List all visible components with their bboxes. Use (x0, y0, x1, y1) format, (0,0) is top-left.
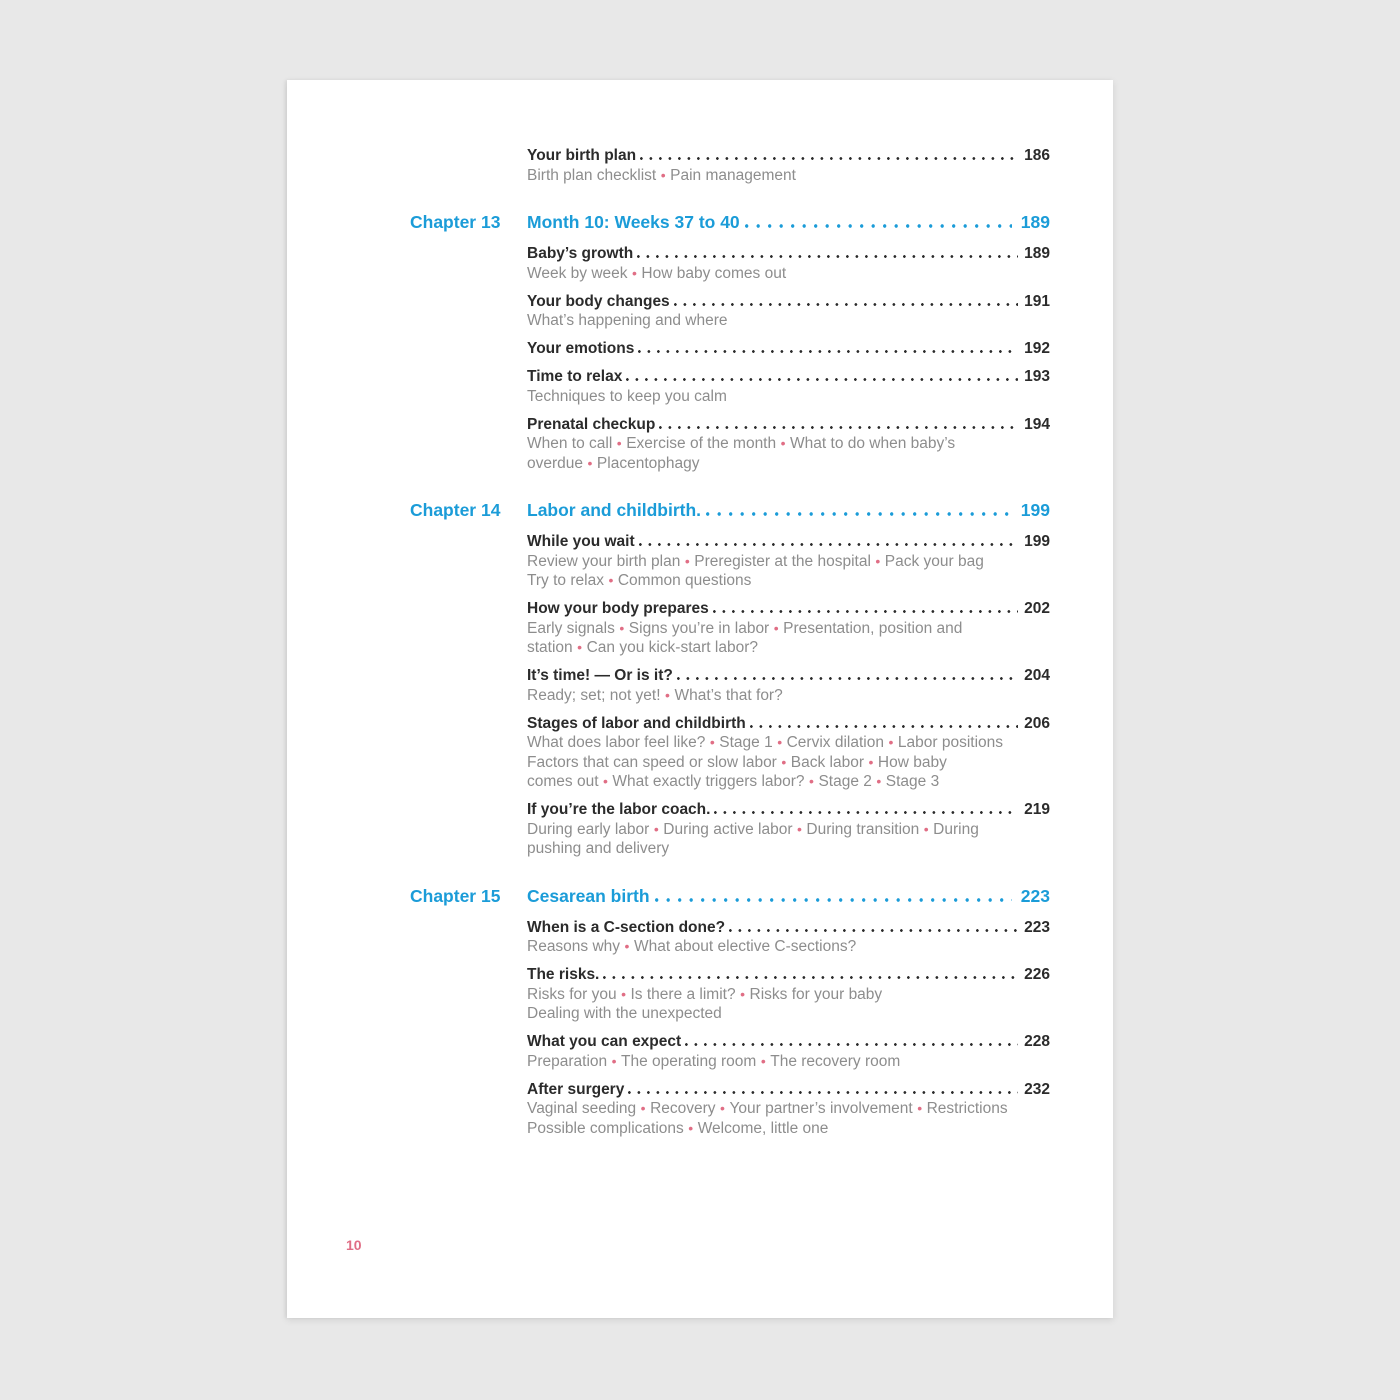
entry-title: Time to relax (527, 368, 623, 385)
entry-subtitle-line (527, 311, 1050, 331)
bullet-separator-icon: • (923, 820, 929, 837)
toc (410, 146, 1050, 1147)
toc-group (410, 885, 1050, 1139)
entry-subtitle-line (527, 166, 1050, 186)
toc-entry-row (527, 666, 1050, 686)
subtitle-segment: What about elective C-sections? (633, 938, 857, 955)
toc-entry (527, 965, 1050, 1024)
entry-dotted-leader (628, 1091, 1018, 1094)
entry-subtitle-line (527, 820, 1050, 840)
subtitle-segment: comes out (527, 773, 599, 790)
subtitle-segment: Common questions (617, 572, 752, 589)
subtitle-segment: pushing and delivery (527, 840, 670, 857)
subtitle-segment: During early labor (527, 820, 650, 838)
toc-entry (527, 532, 1050, 591)
toc-entry (527, 918, 1050, 957)
subtitle-segment: Can you kick-start labor? (586, 639, 759, 656)
subtitle-segment: Try to relax (527, 572, 604, 589)
chapter-title: Cesarean birth (527, 885, 650, 906)
entry-subtitle-line (527, 985, 1050, 1005)
entry-dotted-leader (714, 811, 1018, 814)
entry-subtitle-line (527, 686, 1050, 706)
chapter-dotted-leader (745, 224, 1012, 228)
subtitle-segment: Pack your bag (884, 552, 984, 570)
entry-title: Your emotions (527, 340, 635, 357)
subtitle-segment: Ready; set; not yet! (527, 686, 661, 704)
entry-subtitle-line (527, 552, 1050, 572)
toc-group (410, 499, 1050, 859)
entry-page-number: 191 (1024, 292, 1050, 310)
subtitle-segment: The recovery room (770, 1052, 901, 1070)
subtitle-segment: Pain management (670, 166, 796, 184)
bullet-separator-icon: • (720, 1100, 725, 1116)
toc-entry (527, 415, 1050, 474)
subtitle-segment: Vaginal seeding (527, 1100, 637, 1117)
bullet-separator-icon: • (868, 753, 874, 770)
subtitle-segment: Presentation, position and (783, 619, 963, 637)
entry-page-number: 206 (1024, 714, 1050, 732)
entry-dotted-leader (729, 929, 1018, 932)
toc-entry-row (527, 244, 1050, 264)
bullet-separator-icon: • (781, 753, 787, 770)
bullet-separator-icon: • (740, 985, 746, 1002)
entry-dotted-leader (713, 610, 1018, 613)
subtitle-segment: Review your birth plan (527, 552, 681, 570)
entry-subtitle-line (527, 387, 1050, 407)
entry-subtitle-line (527, 1119, 1050, 1139)
entry-title: After surgery (527, 1080, 625, 1098)
toc-entry-row (527, 532, 1050, 552)
bullet-separator-icon: • (621, 985, 626, 1002)
entry-title: Baby’s growth (527, 245, 634, 262)
entry-dotted-leader (677, 677, 1018, 680)
toc-entry (527, 367, 1050, 406)
toc-entry (527, 292, 1050, 331)
bullet-separator-icon: • (611, 1052, 617, 1069)
toc-entry-row (527, 339, 1050, 359)
entry-title: Your body changes (527, 292, 670, 310)
bullet-separator-icon: • (709, 734, 715, 750)
bullet-separator-icon: • (684, 552, 690, 569)
entry-dotted-leader (640, 157, 1018, 160)
subtitle-segment: When to call (527, 435, 613, 452)
entry-title: The risks. (527, 966, 600, 983)
subtitle-segment: Preparation (527, 1052, 608, 1070)
entry-subtitle-line (527, 638, 1050, 658)
subtitle-segment: What’s that for? (674, 686, 783, 704)
toc-entry (527, 800, 1050, 859)
entry-page-number: 186 (1024, 147, 1050, 164)
chapter-row (410, 885, 1050, 907)
toc-entry (527, 666, 1050, 705)
entry-dotted-leader (674, 303, 1018, 306)
chapter-page-number: 189 (1020, 212, 1050, 232)
toc-group (410, 146, 1050, 185)
entry-title: If you’re the labor coach. (527, 801, 711, 818)
subtitle-segment: Labor positions (897, 734, 1003, 751)
entry-dotted-leader (639, 543, 1018, 546)
bullet-separator-icon: • (665, 686, 670, 703)
bullet-separator-icon: • (888, 734, 894, 750)
toc-entry-row (527, 599, 1050, 619)
bullet-separator-icon: • (632, 264, 637, 281)
entry-page-number: 202 (1024, 600, 1050, 617)
entry-subtitle-line (527, 1099, 1050, 1119)
subtitle-segment: Factors that can speed or slow labor (527, 753, 777, 771)
subtitle-segment: Placentophagy (596, 454, 700, 472)
subtitle-segment: During active labor (663, 820, 793, 838)
entry-title: Your birth plan (527, 147, 637, 164)
subtitle-segment: Possible complications (527, 1119, 684, 1137)
toc-entry (527, 146, 1050, 185)
subtitle-segment: During (933, 820, 979, 838)
chapter-row (410, 499, 1050, 521)
entry-page-number: 219 (1024, 801, 1050, 818)
entry-subtitle-line (527, 264, 1050, 284)
toc-entry (527, 339, 1050, 359)
subtitle-segment: What to do when baby’s (790, 435, 956, 452)
subtitle-segment: Signs you’re in labor (628, 619, 770, 637)
toc-entry-row (527, 146, 1050, 166)
entry-subtitle-line (527, 733, 1050, 753)
subtitle-segment: What’s happening and where (527, 312, 728, 329)
subtitle-segment: Week by week (527, 264, 628, 282)
entry-title: Stages of labor and childbirth (527, 714, 746, 732)
toc-entry (527, 244, 1050, 283)
entry-title: When is a C-section done? (527, 918, 726, 936)
entry-page-number: 192 (1024, 340, 1050, 357)
entry-title: How your body prepares (527, 600, 709, 617)
bullet-separator-icon: • (603, 773, 608, 789)
bullet-separator-icon: • (660, 166, 666, 183)
bullet-separator-icon: • (653, 820, 659, 837)
book-page (287, 80, 1113, 1318)
bullet-separator-icon: • (608, 572, 614, 588)
entry-dotted-leader (638, 350, 1018, 353)
bullet-separator-icon: • (796, 820, 802, 837)
toc-entry-row (527, 415, 1050, 435)
subtitle-segment: Is there a limit? (630, 985, 736, 1003)
entry-title: Prenatal checkup (527, 415, 656, 433)
toc-entry-row (527, 367, 1050, 387)
bullet-separator-icon: • (640, 1100, 646, 1116)
entry-page-number: 193 (1024, 368, 1050, 385)
bullet-separator-icon: • (773, 619, 779, 636)
subtitle-segment: Preregister at the hospital (694, 552, 871, 570)
bullet-separator-icon: • (760, 1052, 766, 1069)
subtitle-segment: Dealing with the unexpected (527, 1005, 722, 1022)
chapter-title: Month 10: Weeks 37 to 40 (527, 212, 740, 232)
entry-subtitle-line (527, 772, 1050, 792)
toc-entry (527, 1080, 1050, 1139)
subtitle-segment: Recovery (650, 1100, 716, 1117)
entry-subtitle-line (527, 571, 1050, 591)
bullet-separator-icon: • (688, 1119, 694, 1136)
folio-page-number: 10 (346, 1237, 362, 1253)
subtitle-segment: The operating room (621, 1052, 757, 1070)
entry-title: While you wait (527, 533, 635, 550)
toc-entry-row (527, 800, 1050, 820)
subtitle-segment: station (527, 639, 573, 656)
subtitle-segment: What exactly triggers labor? (612, 773, 805, 790)
chapter-dotted-leader (706, 512, 1012, 516)
subtitle-segment: Welcome, little one (697, 1119, 829, 1137)
subtitle-segment: What does labor feel like? (527, 734, 706, 751)
entry-page-number: 194 (1024, 415, 1050, 433)
toc-entry-row (527, 292, 1050, 312)
toc-entry (527, 1032, 1050, 1071)
subtitle-segment: Cervix dilation (786, 734, 884, 751)
chapter-dotted-leader (655, 898, 1012, 902)
bullet-separator-icon: • (780, 435, 786, 451)
chapter-label: Chapter 14 (410, 500, 501, 520)
toc-group (410, 211, 1050, 473)
entry-subtitle-line (527, 619, 1050, 639)
bullet-separator-icon: • (809, 773, 814, 789)
entry-title: It’s time! — Or is it? (527, 667, 673, 684)
subtitle-segment: Birth plan checklist (527, 166, 657, 184)
subtitle-segment: Stage 2 (818, 773, 872, 790)
toc-entry-row (527, 1080, 1050, 1100)
bullet-separator-icon: • (777, 734, 783, 750)
chapter-row (410, 211, 1050, 233)
entry-subtitle-line (527, 1052, 1050, 1072)
subtitle-segment: Stage 3 (885, 773, 940, 790)
entry-page-number: 199 (1024, 533, 1050, 550)
entry-dotted-leader (685, 1043, 1018, 1046)
subtitle-segment: Techniques to keep you calm (527, 387, 727, 405)
entry-page-number: 204 (1024, 667, 1050, 684)
entry-dotted-leader (637, 255, 1018, 258)
bullet-separator-icon: • (587, 454, 593, 471)
subtitle-segment: Back labor (790, 753, 864, 771)
bullet-separator-icon: • (624, 938, 630, 954)
subtitle-segment: How baby (877, 753, 947, 771)
subtitle-segment: Exercise of the month (626, 435, 777, 452)
toc-entry (527, 599, 1050, 658)
entry-page-number: 228 (1024, 1033, 1050, 1050)
toc-entry (527, 714, 1050, 792)
bullet-separator-icon: • (577, 639, 583, 655)
bullet-separator-icon: • (917, 1100, 923, 1116)
entry-title: What you can expect (527, 1033, 682, 1050)
entry-page-number: 223 (1024, 918, 1050, 936)
subtitle-segment: Your partner’s involvement (729, 1100, 913, 1117)
bullet-separator-icon: • (875, 552, 881, 569)
toc-entry-row (527, 714, 1050, 734)
bullet-separator-icon: • (616, 435, 622, 451)
entry-subtitle-line (527, 937, 1050, 957)
subtitle-segment: Reasons why (527, 938, 621, 955)
entry-page-number: 232 (1024, 1080, 1050, 1098)
chapter-page-number: 223 (1020, 885, 1050, 906)
entry-subtitle-line (527, 434, 1050, 454)
chapter-title: Labor and childbirth. (527, 500, 702, 520)
entry-subtitle-line (527, 454, 1050, 474)
entry-subtitle-line (527, 1004, 1050, 1024)
subtitle-segment: How baby comes out (641, 264, 787, 282)
entry-dotted-leader (603, 976, 1018, 979)
subtitle-segment: overdue (527, 454, 584, 472)
entry-page-number: 226 (1024, 966, 1050, 983)
subtitle-segment: Stage 1 (719, 734, 773, 751)
entry-dotted-leader (750, 725, 1018, 728)
subtitle-segment: Restrictions (926, 1100, 1008, 1117)
subtitle-segment: During transition (806, 820, 920, 838)
chapter-label: Chapter 13 (410, 212, 501, 232)
subtitle-segment: Early signals (527, 619, 615, 637)
bullet-separator-icon: • (876, 773, 882, 789)
entry-dotted-leader (659, 426, 1018, 429)
entry-subtitle-line (527, 753, 1050, 773)
subtitle-segment: Risks for you (527, 985, 617, 1003)
entry-dotted-leader (626, 378, 1018, 381)
chapter-label: Chapter 15 (410, 885, 501, 906)
subtitle-segment: Risks for your baby (749, 985, 883, 1003)
entry-page-number: 189 (1024, 245, 1050, 262)
toc-entry-row (527, 965, 1050, 985)
chapter-page-number: 199 (1020, 500, 1050, 520)
entry-subtitle-line (527, 839, 1050, 859)
bullet-separator-icon: • (619, 619, 625, 636)
toc-entry-row (527, 1032, 1050, 1052)
toc-entry-row (527, 918, 1050, 938)
